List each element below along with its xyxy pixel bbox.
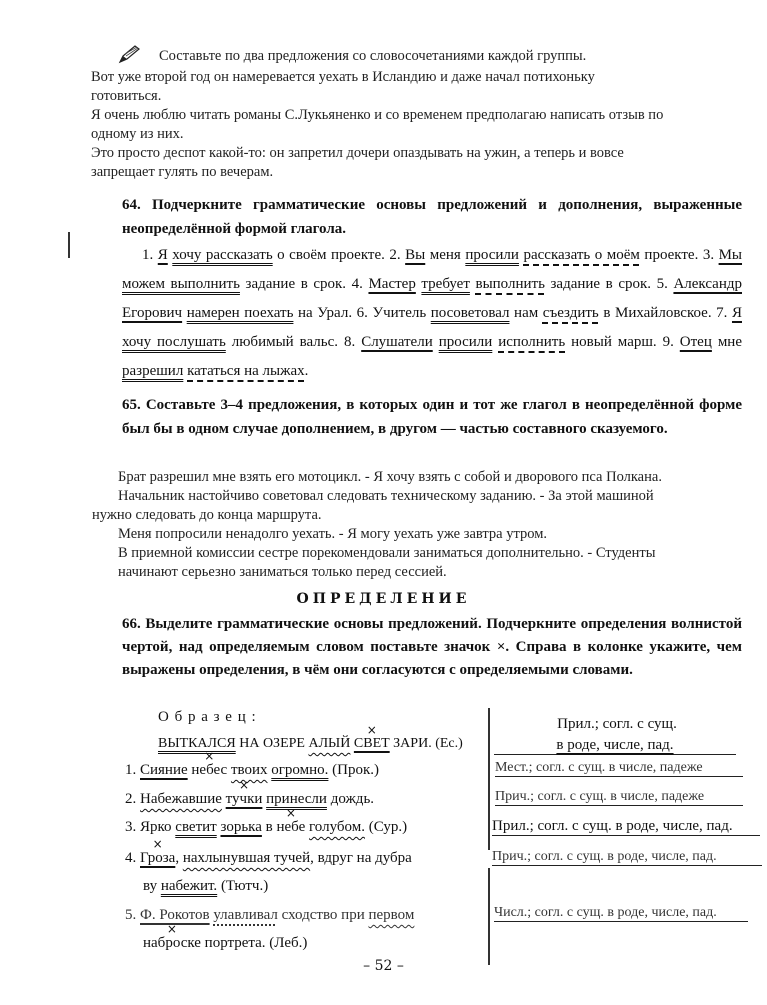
exercise-65-answers <box>92 468 758 582</box>
sentence-row <box>143 878 268 895</box>
underlined-solid: Мастер <box>368 276 416 292</box>
answer-cell: Прил.; согл. с сущ. в роде, числе, пад. <box>492 818 760 836</box>
exercise-66-title: 66. Выделите грамматические основы предложений. Подчеркните определения волнистой чертой, над определяемым словом поставьте значок ×. Справа в колонке укажите, чем выражены определения, в чём они согласуются с определяемыми словами. <box>122 616 742 678</box>
text-segment: (Сур.) <box>364 819 408 835</box>
pencil-icon <box>118 44 142 69</box>
underlined-dashed: кататься на лыжах <box>187 363 305 379</box>
sample-answer-2: в роде, числе, пад. <box>494 737 736 755</box>
underlined-double: ВЫТКАЛСЯ <box>158 736 236 751</box>
answer-line: Начальник настойчиво советовал следовать техническому заданию. - За этой машиной <box>118 488 654 504</box>
answer-line: Я очень люблю читать романы С.Лукьяненко и со временем предполагаю написать отзыв по <box>91 107 664 123</box>
underlined-wavy: голубом. <box>309 819 365 835</box>
answer-line: Вот уже второй год он намеревается уехать в Исландию и даже начал потихоньку <box>91 69 595 85</box>
underlined-wavy: твоих <box>230 762 268 778</box>
intro-answers <box>91 68 761 182</box>
answer-line: готовиться. <box>91 88 162 104</box>
text-segment: в Михайловское. 7. <box>598 305 732 321</box>
underlined-solid: Вы <box>405 247 426 263</box>
underlined-double: огромно. <box>271 762 329 778</box>
sentence-row <box>125 762 379 779</box>
text-segment: ЗАРИ. (Ес.) <box>389 736 463 751</box>
sentence-row <box>143 935 307 952</box>
section-heading: ОПРЕДЕЛЕНИЕ <box>296 591 471 607</box>
underlined-solid: Мы <box>718 247 743 263</box>
text-segment: меня <box>425 247 466 263</box>
underlined-double: посоветовал <box>430 305 510 321</box>
underlined-double: можем выполнить <box>122 276 240 292</box>
text-segment: 1. <box>142 247 158 263</box>
answer-cell: Прич.; согл. с сущ. в числе, падеже <box>495 789 743 806</box>
answer-line: начинают серьезно заниматься только перед сессией. <box>118 564 447 580</box>
underlined-solid: × СВЕТ <box>354 736 390 751</box>
task-text: Составьте по два предложения со словосочетаниями каждой группы. <box>159 48 587 64</box>
underlined-solid: Сияние <box>140 762 188 778</box>
underlined-solid: Отец <box>679 334 712 350</box>
sample-label: О б р а з е ц : <box>158 709 257 725</box>
underlined-double: светит <box>175 819 217 835</box>
underlined-double: хочу послушать <box>122 334 226 350</box>
underlined-solid: Я <box>157 247 168 263</box>
margin-mark <box>68 232 70 258</box>
underlined-solid: Я <box>731 305 742 321</box>
defined-word: × небе <box>276 819 305 835</box>
text-segment: портрета. (Леб.) <box>200 935 308 951</box>
text-segment: 2. <box>125 791 140 807</box>
text-segment: . <box>304 363 309 379</box>
text-segment: на Урал. 6. Учитель <box>293 305 431 321</box>
text-segment: 5. <box>125 907 140 923</box>
answer-line: одному из них. <box>91 126 184 142</box>
text-segment: (Тютч.) <box>217 878 269 894</box>
text-segment: о своём проекте. 2. <box>272 247 406 263</box>
underlined-wavy: нахлынувшая тучей <box>182 850 311 866</box>
text-segment: (Прок.) <box>328 762 380 778</box>
column-divider <box>488 708 490 850</box>
underlined-double: набежит. <box>160 878 218 894</box>
underlined-dashed: исполнить <box>498 334 566 350</box>
underlined-dashed: рассказать о моём <box>523 247 640 263</box>
sentence-row <box>125 850 412 867</box>
underlined-double: хочу рассказать <box>172 247 273 263</box>
text-segment: новый марш. 9. <box>565 334 680 350</box>
sentence-row <box>125 819 407 836</box>
text-segment: нам <box>509 305 543 321</box>
defined-word: × наброске <box>143 935 201 951</box>
answer-cell: Числ.; согл. с сущ. в роде, числе, пад. <box>494 905 748 922</box>
exercise-64-text <box>122 241 742 386</box>
underlined-wavy: первом <box>368 907 415 923</box>
underlined-double: намерен поехать <box>186 305 294 321</box>
underlined-solid: × тучки <box>226 791 263 807</box>
answer-line: нужно следовать до конца маршрута. <box>92 507 322 523</box>
text-segment: 3. Ярко <box>125 819 176 835</box>
underlined-dashdot: улавливал <box>213 907 278 923</box>
underlined-dashed: выполнить <box>475 276 545 292</box>
answer-line: Меня попросили ненадолго уехать. - Я могу уехать уже завтра утром. <box>118 526 547 542</box>
answer-line: запрещает гулять по вечерам. <box>91 164 274 180</box>
text-segment: любимый вальс. 8. <box>225 334 362 350</box>
underlined-wavy: АЛЫЙ <box>308 736 351 751</box>
text-segment: мне <box>711 334 742 350</box>
text-segment: НА ОЗЕРЕ <box>235 736 309 751</box>
underlined-double: требует <box>421 276 470 292</box>
page-number: – 52 – <box>363 958 404 974</box>
underlined-solid: Александр Егорович <box>122 276 742 321</box>
answer-line: Брат разрешил мне взять его мотоцикл. - Я хочу взять с собой и дворового пса Полкана. <box>118 469 662 485</box>
answer-line: Это просто деспот какой-то: он запретил дочери опаздывать на ужин, а теперь и вовсе <box>91 145 624 161</box>
text-segment: задание в срок. 4. <box>239 276 369 292</box>
exercise-64-title: 64. Подчеркните грамматические основы предложений и дополнения, выраженные неопределённой формой глагола. <box>122 197 742 237</box>
answer-cell: Мест.; согл. с сущ. в числе, падеже <box>495 760 743 777</box>
sentence-row <box>125 791 374 808</box>
underlined-wavy: Набежавшие <box>140 791 222 807</box>
underlined-dashed: съездить <box>542 305 599 321</box>
text-segment: 4. <box>125 850 140 866</box>
underlined-solid: × Гроза <box>140 850 175 866</box>
text-segment: в <box>261 819 277 835</box>
text-segment: задание в срок. 5. <box>544 276 674 292</box>
underlined-solid: Ф. Рокотов <box>140 907 210 923</box>
defined-word: × небес <box>191 762 227 778</box>
underlined-solid: зорька <box>220 819 262 835</box>
underlined-solid: Слушатели <box>361 334 433 350</box>
underlined-double: разрешил <box>122 363 184 379</box>
answer-line: В приемной комиссии сестре порекомендовали заниматься дополнительно. - Студенты <box>118 545 656 561</box>
answer-cell: Прич.; согл. с сущ. в роде, числе, пад. <box>492 849 762 866</box>
text-segment: ву <box>143 878 161 894</box>
underlined-double: просили <box>465 247 519 263</box>
text-segment: сходство при <box>277 907 369 923</box>
exercise-65-title: 65. Составьте 3–4 предложения, в которых один и тот же глагол в неопределённой форме был бы в одном случае дополнением, в другом — частью составного сказуемого. <box>122 397 742 437</box>
text-segment: , <box>175 850 183 866</box>
text-segment: 1. <box>125 762 140 778</box>
text-segment: проекте. 3. <box>639 247 719 263</box>
column-divider <box>488 868 490 965</box>
sample-answer-1: Прил.; согл. с сущ. <box>557 716 677 732</box>
text-segment: , вдруг на дубра <box>310 850 412 866</box>
text-segment: дождь. <box>326 791 375 807</box>
underlined-double: принесли <box>266 791 327 807</box>
underlined-double: просили <box>438 334 493 350</box>
